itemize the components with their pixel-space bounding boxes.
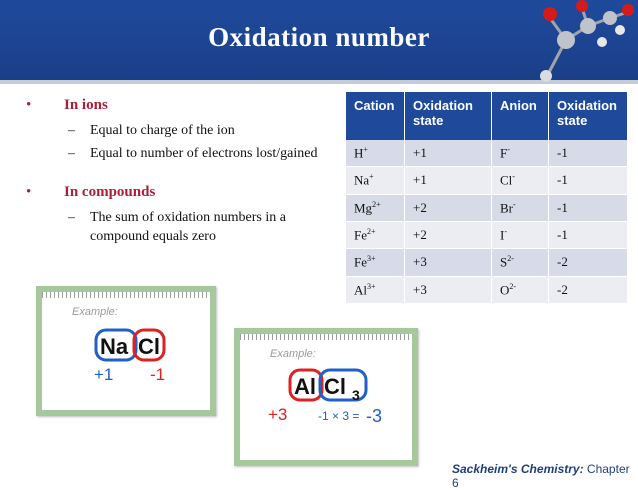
- column-header: Oxidation state: [549, 92, 628, 140]
- nacl-example-graphic: [42, 292, 210, 410]
- example-label: Example:: [270, 348, 316, 360]
- sub-bullet-text: Equal to number of electrons lost/gained: [90, 146, 318, 161]
- bullet-label: In compounds: [64, 184, 156, 200]
- nacl-anion-oxidation: -1: [150, 365, 166, 384]
- bullet-dot: •: [26, 97, 32, 113]
- nacl-anion-symbol: Cl: [138, 334, 160, 359]
- example-label: Example:: [72, 306, 118, 318]
- nacl-cation-oxidation: +1: [94, 365, 114, 384]
- example-card-body: [42, 292, 210, 410]
- bullet-dot: •: [26, 184, 32, 200]
- alcl3-calculation: -1 × 3 =: [318, 409, 360, 423]
- oxidation-table: [346, 92, 628, 304]
- footer-chapter: Chapter 6: [452, 462, 630, 490]
- oxidation-cell: -2: [549, 276, 628, 303]
- molecule-graphic: [520, 0, 638, 82]
- oxidation-cell: +2: [405, 221, 492, 248]
- column-header: Cation: [346, 92, 405, 140]
- cation-cell: $Al^{3+}$: [346, 276, 405, 303]
- alcl3-example-graphic: [240, 334, 412, 460]
- anion-cell: $O^{2-}$: [492, 276, 549, 303]
- table-row: [346, 249, 628, 276]
- alcl3-calculation-result: -3: [366, 406, 383, 426]
- cation-cell: $Fe^{2+}$: [346, 221, 405, 248]
- oxidation-cell: -1: [549, 140, 628, 167]
- cation-cell: Na+: [346, 167, 405, 194]
- bullet-item: [26, 183, 346, 202]
- table-row: [346, 221, 628, 248]
- example-card-body: [240, 334, 412, 460]
- footer-citation: [452, 462, 638, 490]
- table-row: [346, 194, 628, 221]
- dash-marker: –: [68, 210, 75, 225]
- table-row: [346, 167, 628, 194]
- sub-bullet-item: [68, 144, 346, 163]
- oxidation-cell: +3: [405, 249, 492, 276]
- bullet-label: In ions: [64, 97, 108, 113]
- anion-cell: F-: [492, 140, 549, 167]
- cation-cell: $Mg^{2+}$: [346, 194, 405, 221]
- oxidation-cell: -2: [549, 249, 628, 276]
- cation-cell: H+: [346, 140, 405, 167]
- column-header: Oxidation state: [405, 92, 492, 140]
- nacl-cation-symbol: Na: [100, 334, 129, 359]
- example-card-nacl: [36, 286, 216, 416]
- alcl3-cation-symbol: Al: [294, 374, 316, 399]
- table-row: [346, 276, 628, 303]
- example-card-alcl3: [234, 328, 418, 466]
- alcl3-anion-symbol: Cl: [324, 374, 346, 399]
- alcl3-cation-oxidation: +3: [268, 405, 288, 424]
- sub-bullet-item: [68, 121, 346, 140]
- sub-bullet-text: Equal to charge of the ion: [90, 123, 235, 138]
- cation-cell: $Fe^{3+}$: [346, 249, 405, 276]
- table-header-row: [346, 92, 628, 140]
- sub-bullet-item: [68, 208, 346, 246]
- dash-marker: –: [68, 123, 75, 138]
- anion-cell: I-: [492, 221, 549, 248]
- footer-book-title: Sackheim's Chemistry:: [452, 462, 584, 476]
- sub-bullet-text: The sum of oxidation numbers in a compound equals zero: [90, 210, 286, 244]
- oxidation-cell: -1: [549, 221, 628, 248]
- oxidation-cell: +1: [405, 140, 492, 167]
- dash-marker: –: [68, 146, 75, 161]
- oxidation-cell: +3: [405, 276, 492, 303]
- alcl3-anion-subscript: 3: [352, 387, 360, 403]
- bullet-item: [26, 96, 346, 115]
- anion-cell: Cl-: [492, 167, 549, 194]
- oxidation-cell: -1: [549, 194, 628, 221]
- oxidation-cell: -1: [549, 167, 628, 194]
- table-row: [346, 140, 628, 167]
- column-header: Anion: [492, 92, 549, 140]
- bullet-list: [26, 96, 346, 246]
- slide-title: Oxidation number: [208, 22, 430, 52]
- anion-cell: Br-: [492, 194, 549, 221]
- oxidation-cell: +1: [405, 167, 492, 194]
- oxidation-cell: +2: [405, 194, 492, 221]
- anion-cell: $S^{2-}$: [492, 249, 549, 276]
